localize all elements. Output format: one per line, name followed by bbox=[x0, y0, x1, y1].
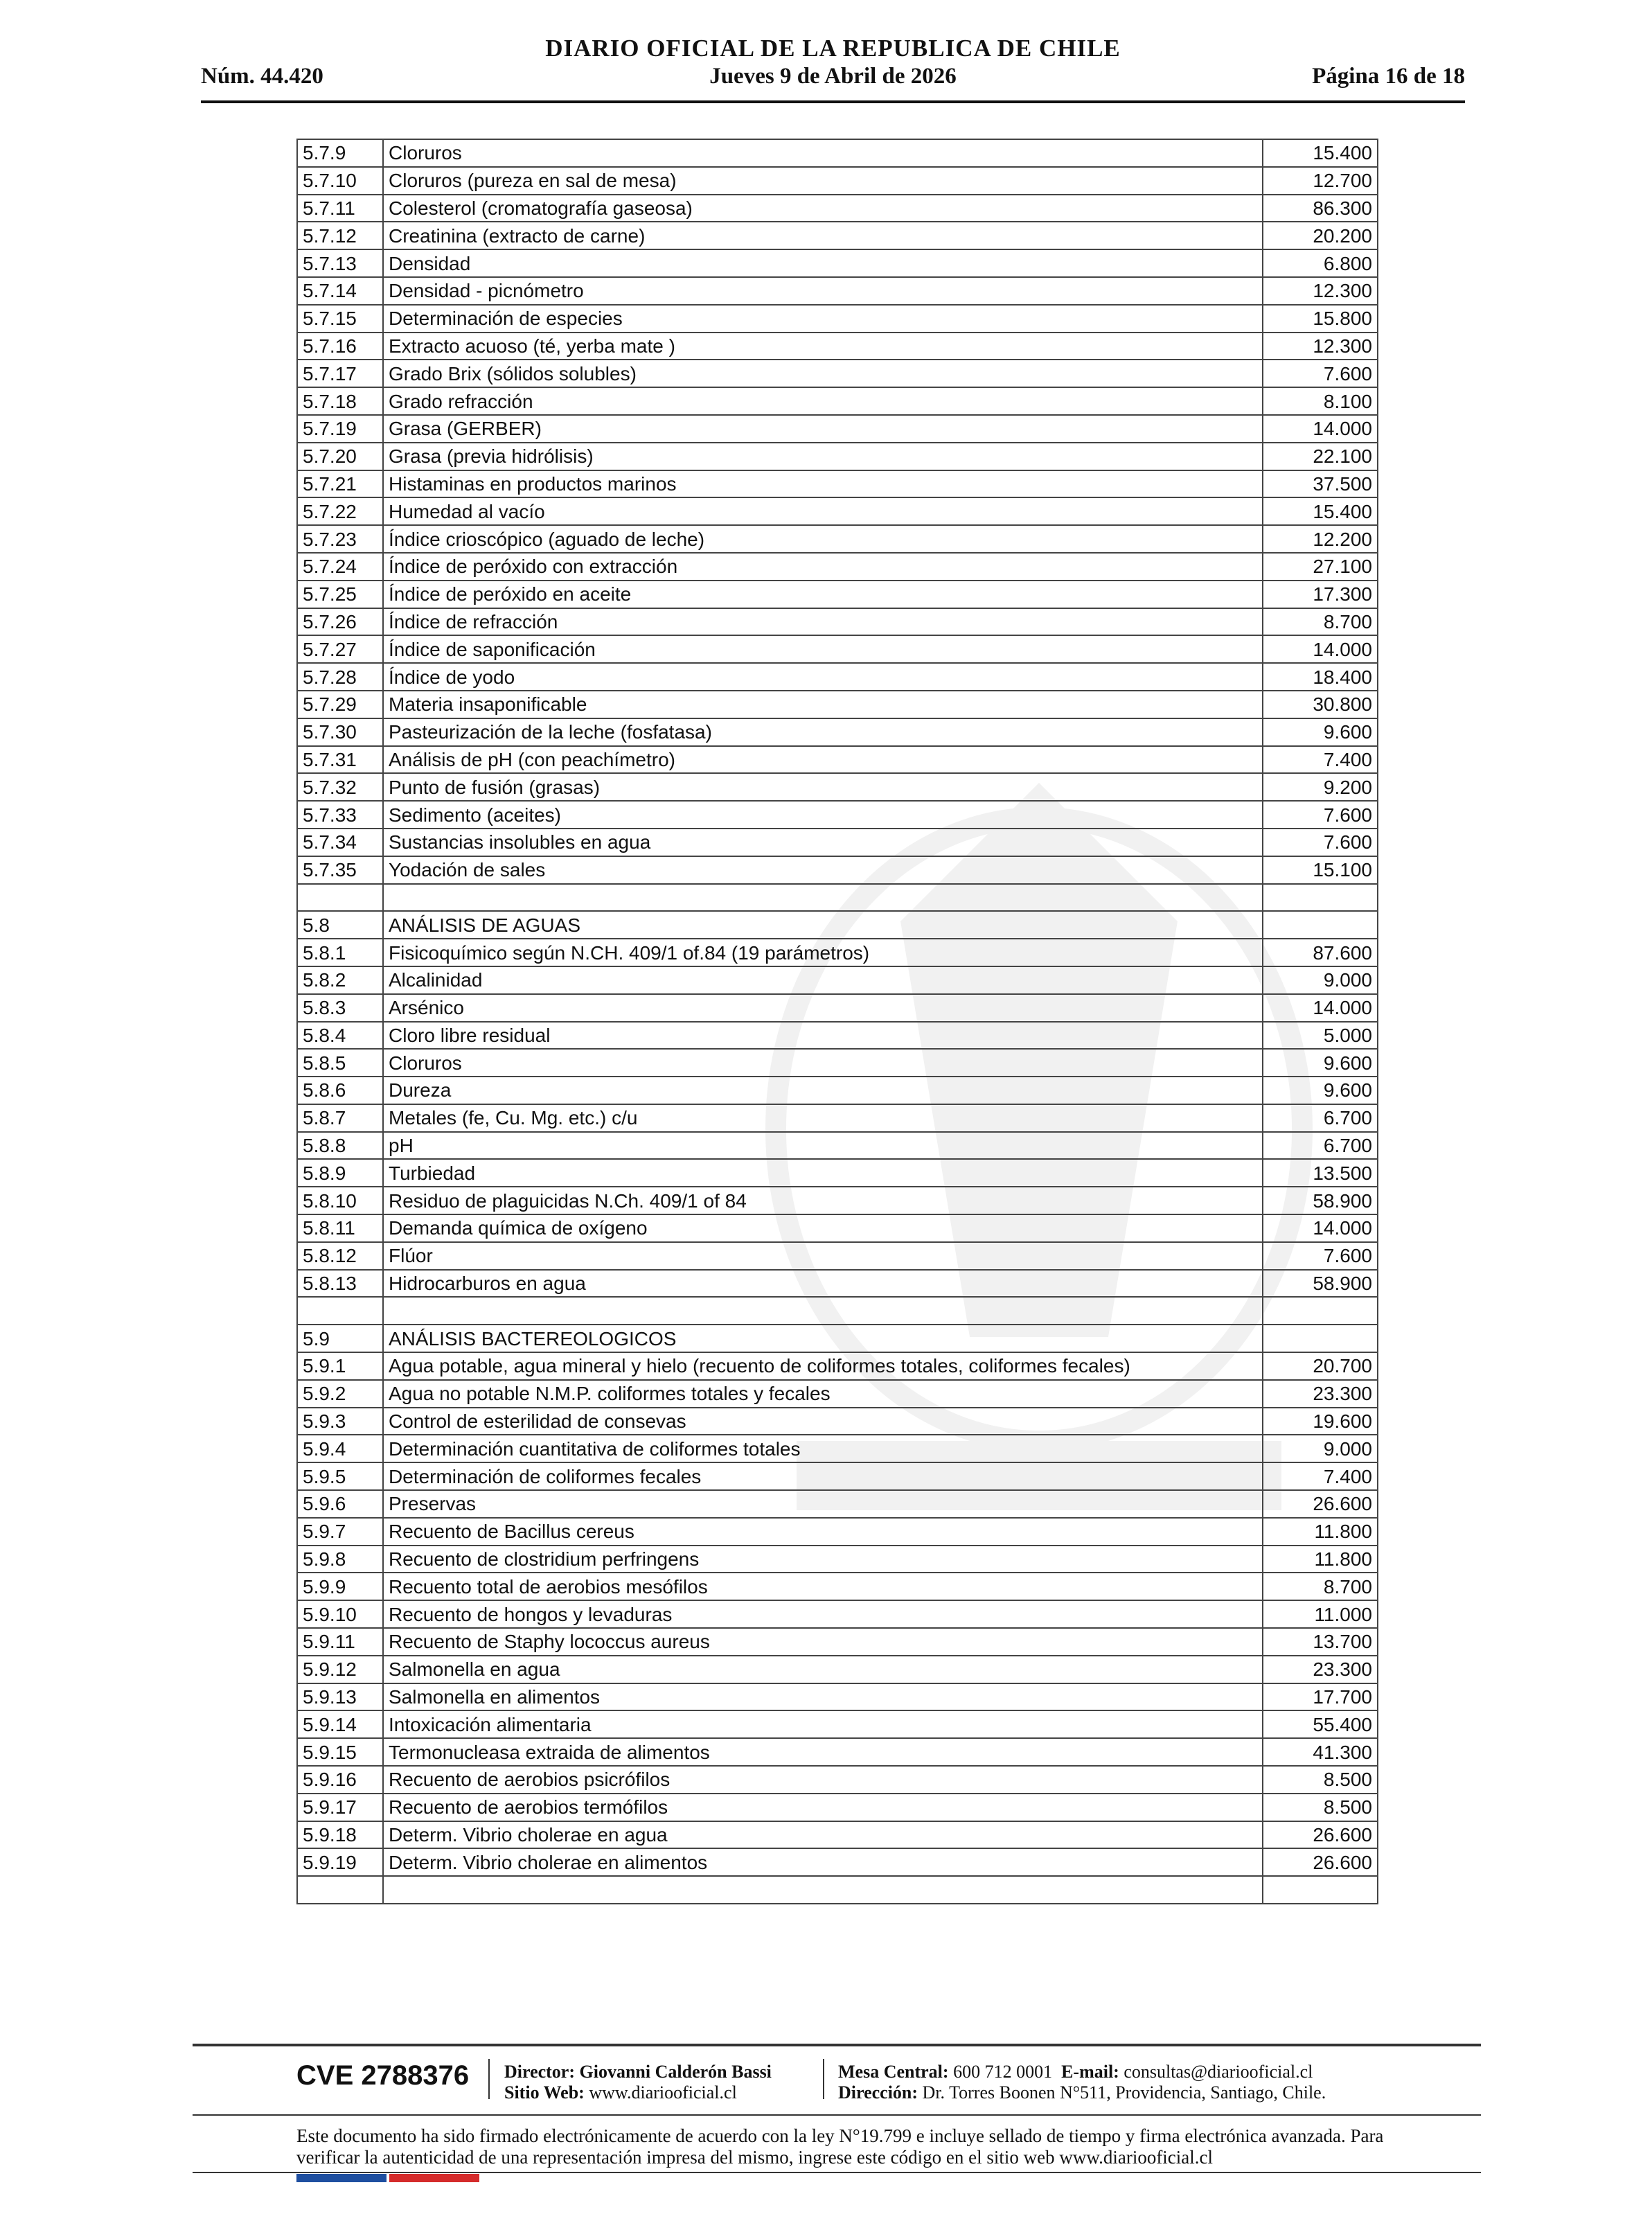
row-amount bbox=[1263, 911, 1378, 939]
table-row bbox=[297, 1159, 1378, 1187]
row-description: Grasa (previa hidrólisis) bbox=[383, 443, 1263, 470]
row-amount bbox=[1263, 1297, 1378, 1325]
row-description: Sustancias insolubles en agua bbox=[383, 829, 1263, 856]
table-row bbox=[297, 1710, 1378, 1738]
row-description: Cloruros bbox=[383, 1049, 1263, 1077]
row-amount: 7.600 bbox=[1263, 801, 1378, 829]
row-code: 5.8.2 bbox=[297, 966, 383, 994]
row-code: 5.8.7 bbox=[297, 1104, 383, 1132]
row-code: 5.7.35 bbox=[297, 856, 383, 884]
row-code: 5.8 bbox=[297, 911, 383, 939]
row-description: Grasa (GERBER) bbox=[383, 415, 1263, 443]
row-amount: 26.600 bbox=[1263, 1848, 1378, 1876]
table-row bbox=[297, 470, 1378, 498]
table-row bbox=[297, 966, 1378, 994]
table-row bbox=[297, 497, 1378, 525]
row-code: 5.9.6 bbox=[297, 1490, 383, 1518]
row-code: 5.9.11 bbox=[297, 1628, 383, 1656]
table-row bbox=[297, 195, 1378, 222]
row-amount: 7.400 bbox=[1263, 1462, 1378, 1490]
flag-blue-segment bbox=[296, 2174, 387, 2182]
issue-date: Jueves 9 de Abril de 2026 bbox=[709, 64, 957, 89]
table-row bbox=[297, 525, 1378, 553]
row-description: Alcalinidad bbox=[383, 966, 1263, 994]
row-code: 5.9.5 bbox=[297, 1462, 383, 1490]
row-description: Cloruros bbox=[383, 139, 1263, 167]
row-description: Materia insaponificable bbox=[383, 691, 1263, 718]
table-row bbox=[297, 1738, 1378, 1766]
table-row bbox=[297, 305, 1378, 333]
table-row bbox=[297, 1848, 1378, 1876]
row-code: 5.9 bbox=[297, 1325, 383, 1352]
row-amount: 7.400 bbox=[1263, 746, 1378, 774]
row-code: 5.7.33 bbox=[297, 801, 383, 829]
row-amount: 7.600 bbox=[1263, 829, 1378, 856]
row-code: 5.9.4 bbox=[297, 1435, 383, 1462]
row-code: 5.7.22 bbox=[297, 497, 383, 525]
table-row bbox=[297, 443, 1378, 470]
header-divider bbox=[201, 100, 1465, 103]
footer-separator bbox=[488, 2059, 490, 2099]
row-description bbox=[383, 884, 1263, 912]
row-description bbox=[383, 1876, 1263, 1904]
table-row bbox=[297, 249, 1378, 277]
row-amount: 18.400 bbox=[1263, 663, 1378, 691]
row-amount bbox=[1263, 1325, 1378, 1352]
footer-mid-rule bbox=[193, 2114, 1481, 2116]
row-amount: 15.100 bbox=[1263, 856, 1378, 884]
table-row bbox=[297, 718, 1378, 746]
fee-table bbox=[296, 139, 1378, 1904]
row-code: 5.9.14 bbox=[297, 1710, 383, 1738]
mesa-label: Mesa Central: bbox=[838, 2062, 949, 2082]
row-amount: 14.000 bbox=[1263, 994, 1378, 1022]
table-row bbox=[297, 939, 1378, 966]
row-code: 5.7.29 bbox=[297, 691, 383, 718]
table-row bbox=[297, 801, 1378, 829]
row-amount: 14.000 bbox=[1263, 1214, 1378, 1242]
row-description: Recuento de aerobios termófilos bbox=[383, 1794, 1263, 1821]
table-row bbox=[297, 1325, 1378, 1352]
table-row bbox=[297, 1270, 1378, 1298]
row-amount: 9.600 bbox=[1263, 1049, 1378, 1077]
row-code: 5.9.1 bbox=[297, 1352, 383, 1380]
row-code: 5.9.10 bbox=[297, 1600, 383, 1628]
row-code: 5.9.16 bbox=[297, 1766, 383, 1794]
row-amount: 6.700 bbox=[1263, 1104, 1378, 1132]
row-code: 5.7.16 bbox=[297, 333, 383, 360]
row-code: 5.8.6 bbox=[297, 1077, 383, 1104]
row-description: Metales (fe, Cu. Mg. etc.) c/u bbox=[383, 1104, 1263, 1132]
row-description: Turbiedad bbox=[383, 1159, 1263, 1187]
table-row bbox=[297, 1242, 1378, 1270]
address-label: Dirección: bbox=[838, 2082, 918, 2103]
row-amount: 11.000 bbox=[1263, 1600, 1378, 1628]
row-code: 5.8.12 bbox=[297, 1242, 383, 1270]
table-row bbox=[297, 1656, 1378, 1683]
row-description: Recuento de Bacillus cereus bbox=[383, 1518, 1263, 1546]
row-code: 5.8.3 bbox=[297, 994, 383, 1022]
row-description: Salmonella en alimentos bbox=[383, 1683, 1263, 1711]
row-amount: 26.600 bbox=[1263, 1490, 1378, 1518]
row-description: Recuento de clostridium perfringens bbox=[383, 1546, 1263, 1573]
row-code: 5.7.13 bbox=[297, 249, 383, 277]
table-row bbox=[297, 1352, 1378, 1380]
row-code: 5.8.13 bbox=[297, 1270, 383, 1298]
row-code: 5.9.17 bbox=[297, 1794, 383, 1821]
row-code: 5.8.5 bbox=[297, 1049, 383, 1077]
table-row bbox=[297, 1573, 1378, 1600]
row-description: Termonucleasa extraida de alimentos bbox=[383, 1738, 1263, 1766]
row-description: Agua potable, agua mineral y hielo (recuento de coliformes totales, coliformes fecales) bbox=[383, 1352, 1263, 1380]
row-description: Recuento de aerobios psicrófilos bbox=[383, 1766, 1263, 1794]
table-row bbox=[297, 1214, 1378, 1242]
row-code: 5.9.3 bbox=[297, 1408, 383, 1435]
row-amount: 13.500 bbox=[1263, 1159, 1378, 1187]
row-description: ANÁLISIS BACTEREOLOGICOS bbox=[383, 1325, 1263, 1352]
row-amount: 58.900 bbox=[1263, 1270, 1378, 1298]
row-description: Fisicoquímico según N.CH. 409/1 of.84 (19 parámetros) bbox=[383, 939, 1263, 966]
row-description: Sedimento (aceites) bbox=[383, 801, 1263, 829]
row-code: 5.7.12 bbox=[297, 222, 383, 249]
email-label: E-mail: bbox=[1061, 2062, 1119, 2082]
table-row bbox=[297, 829, 1378, 856]
row-code: 5.7.15 bbox=[297, 305, 383, 333]
table-row bbox=[297, 1435, 1378, 1462]
table-row bbox=[297, 1462, 1378, 1490]
row-code: 5.7.26 bbox=[297, 608, 383, 636]
table-row bbox=[297, 387, 1378, 415]
table-row bbox=[297, 1600, 1378, 1628]
row-description: Índice de peróxido con extracción bbox=[383, 553, 1263, 581]
table-row bbox=[297, 415, 1378, 443]
row-amount: 9.000 bbox=[1263, 1435, 1378, 1462]
row-code: 5.7.24 bbox=[297, 553, 383, 581]
row-description: Índice de saponificación bbox=[383, 635, 1263, 663]
row-amount: 11.800 bbox=[1263, 1518, 1378, 1546]
table-row bbox=[297, 553, 1378, 581]
row-code: 5.8.11 bbox=[297, 1214, 383, 1242]
table-row bbox=[297, 994, 1378, 1022]
table-row bbox=[297, 746, 1378, 774]
row-description: Determinación de especies bbox=[383, 305, 1263, 333]
table-row bbox=[297, 1297, 1378, 1325]
row-code: 5.7.30 bbox=[297, 718, 383, 746]
address-value: Dr. Torres Boonen N°511, Providencia, Santiago, Chile. bbox=[922, 2082, 1326, 2103]
mesa-phone: 600 712 0001 bbox=[953, 2062, 1053, 2082]
row-amount: 9.000 bbox=[1263, 966, 1378, 994]
row-amount: 22.100 bbox=[1263, 443, 1378, 470]
row-amount: 12.700 bbox=[1263, 167, 1378, 195]
page-header bbox=[201, 0, 1465, 104]
row-code: 5.7.21 bbox=[297, 470, 383, 498]
table-row bbox=[297, 1380, 1378, 1408]
row-code: 5.7.31 bbox=[297, 746, 383, 774]
table-row bbox=[297, 1104, 1378, 1132]
row-amount: 23.300 bbox=[1263, 1656, 1378, 1683]
row-code: 5.8.4 bbox=[297, 1022, 383, 1050]
table-row bbox=[297, 884, 1378, 912]
table-row bbox=[297, 1766, 1378, 1794]
row-description: Colesterol (cromatografía gaseosa) bbox=[383, 195, 1263, 222]
row-amount: 12.300 bbox=[1263, 277, 1378, 305]
row-amount: 20.200 bbox=[1263, 222, 1378, 249]
row-code: 5.9.9 bbox=[297, 1573, 383, 1600]
row-amount: 12.300 bbox=[1263, 333, 1378, 360]
row-description: Recuento total de aerobios mesófilos bbox=[383, 1573, 1263, 1600]
row-amount: 6.700 bbox=[1263, 1132, 1378, 1160]
row-description: Salmonella en agua bbox=[383, 1656, 1263, 1683]
row-amount: 9.600 bbox=[1263, 1077, 1378, 1104]
table-row bbox=[297, 1876, 1378, 1904]
table-row bbox=[297, 139, 1378, 167]
row-code bbox=[297, 1876, 383, 1904]
signature-notice: Este documento ha sido firmado electrónicamente de acuerdo con la ley N°19.799 e incluye sellado de tiempo y firma electrónica avanzada. Para verificar la autenticidad de una representación impresa del mismo, ingrese este código en el sitio web www.diariooficial.cl bbox=[296, 2125, 1384, 2168]
row-description: Control de esterilidad de consevas bbox=[383, 1408, 1263, 1435]
row-description: Intoxicación alimentaria bbox=[383, 1710, 1263, 1738]
row-amount: 8.700 bbox=[1263, 1573, 1378, 1600]
row-amount: 11.800 bbox=[1263, 1546, 1378, 1573]
row-code bbox=[297, 884, 383, 912]
row-amount: 8.500 bbox=[1263, 1766, 1378, 1794]
page-footer bbox=[0, 2044, 1652, 2239]
table-row bbox=[297, 856, 1378, 884]
row-code: 5.7.27 bbox=[297, 635, 383, 663]
table-row bbox=[297, 1794, 1378, 1821]
row-amount: 19.600 bbox=[1263, 1408, 1378, 1435]
row-code: 5.7.32 bbox=[297, 773, 383, 801]
row-amount: 15.400 bbox=[1263, 497, 1378, 525]
row-description: Recuento de hongos y levaduras bbox=[383, 1600, 1263, 1628]
row-amount: 15.400 bbox=[1263, 139, 1378, 167]
cve-code: CVE 2788376 bbox=[296, 2060, 470, 2091]
row-amount: 55.400 bbox=[1263, 1710, 1378, 1738]
table-row bbox=[297, 1049, 1378, 1077]
row-description: Índice crioscópico (aguado de leche) bbox=[383, 525, 1263, 553]
row-amount: 12.200 bbox=[1263, 525, 1378, 553]
row-code: 5.9.13 bbox=[297, 1683, 383, 1711]
row-code bbox=[297, 1297, 383, 1325]
fee-table-container bbox=[296, 139, 1378, 1904]
row-code: 5.7.20 bbox=[297, 443, 383, 470]
row-code: 5.9.8 bbox=[297, 1546, 383, 1573]
row-description: Agua no potable N.M.P. coliformes totales y fecales bbox=[383, 1380, 1263, 1408]
row-description: Determ. Vibrio cholerae en alimentos bbox=[383, 1848, 1263, 1876]
web-label: Sitio Web: bbox=[504, 2082, 585, 2103]
email-link[interactable]: consultas@diariooficial.cl bbox=[1123, 2062, 1313, 2082]
row-code: 5.7.28 bbox=[297, 663, 383, 691]
table-row bbox=[297, 1132, 1378, 1160]
table-row bbox=[297, 1022, 1378, 1050]
row-description: Análisis de pH (con peachímetro) bbox=[383, 746, 1263, 774]
table-row bbox=[297, 911, 1378, 939]
row-code: 5.7.19 bbox=[297, 415, 383, 443]
row-amount: 87.600 bbox=[1263, 939, 1378, 966]
table-row bbox=[297, 608, 1378, 636]
director-name: Giovanni Calderón Bassi bbox=[579, 2062, 772, 2082]
row-description: Histaminas en productos marinos bbox=[383, 470, 1263, 498]
row-code: 5.8.10 bbox=[297, 1187, 383, 1214]
row-amount: 7.600 bbox=[1263, 360, 1378, 387]
row-amount: 41.300 bbox=[1263, 1738, 1378, 1766]
row-code: 5.7.25 bbox=[297, 581, 383, 608]
web-link[interactable]: www.diariooficial.cl bbox=[589, 2082, 737, 2103]
row-description: Determinación cuantitativa de coliformes totales bbox=[383, 1435, 1263, 1462]
row-code: 5.9.12 bbox=[297, 1656, 383, 1683]
row-amount: 9.600 bbox=[1263, 718, 1378, 746]
row-description: Preservas bbox=[383, 1490, 1263, 1518]
row-amount: 14.000 bbox=[1263, 635, 1378, 663]
row-code: 5.8.1 bbox=[297, 939, 383, 966]
director-label: Director: bbox=[504, 2062, 576, 2082]
row-amount: 8.500 bbox=[1263, 1794, 1378, 1821]
table-row bbox=[297, 1077, 1378, 1104]
flag-color-bar bbox=[296, 2174, 479, 2182]
row-description: Dureza bbox=[383, 1077, 1263, 1104]
row-description: Extracto acuoso (té, yerba mate ) bbox=[383, 333, 1263, 360]
row-amount: 30.800 bbox=[1263, 691, 1378, 718]
row-description: Humedad al vacío bbox=[383, 497, 1263, 525]
row-code: 5.9.19 bbox=[297, 1848, 383, 1876]
footer-bottom-rule bbox=[193, 2172, 1481, 2173]
row-description: Determ. Vibrio cholerae en agua bbox=[383, 1821, 1263, 1849]
table-row bbox=[297, 635, 1378, 663]
table-row bbox=[297, 167, 1378, 195]
row-description: Grado Brix (sólidos solubles) bbox=[383, 360, 1263, 387]
row-description: Índice de refracción bbox=[383, 608, 1263, 636]
row-description: Densidad bbox=[383, 249, 1263, 277]
row-amount bbox=[1263, 884, 1378, 912]
row-code: 5.9.7 bbox=[297, 1518, 383, 1546]
table-row bbox=[297, 663, 1378, 691]
table-row bbox=[297, 277, 1378, 305]
row-code: 5.7.14 bbox=[297, 277, 383, 305]
row-description: Cloro libre residual bbox=[383, 1022, 1263, 1050]
row-description bbox=[383, 1297, 1263, 1325]
row-amount: 9.200 bbox=[1263, 773, 1378, 801]
row-amount: 13.700 bbox=[1263, 1628, 1378, 1656]
row-amount: 27.100 bbox=[1263, 553, 1378, 581]
row-description: Creatinina (extracto de carne) bbox=[383, 222, 1263, 249]
row-amount bbox=[1263, 1876, 1378, 1904]
row-code: 5.7.23 bbox=[297, 525, 383, 553]
row-description: Recuento de Staphy lococcus aureus bbox=[383, 1628, 1263, 1656]
director-block bbox=[504, 2062, 772, 2103]
row-code: 5.7.10 bbox=[297, 167, 383, 195]
row-description: ANÁLISIS DE AGUAS bbox=[383, 911, 1263, 939]
row-description: Índice de peróxido en aceite bbox=[383, 581, 1263, 608]
row-amount: 17.300 bbox=[1263, 581, 1378, 608]
row-description: Flúor bbox=[383, 1242, 1263, 1270]
table-row bbox=[297, 1518, 1378, 1546]
row-description: Pasteurización de la leche (fosfatasa) bbox=[383, 718, 1263, 746]
row-description: Yodación de sales bbox=[383, 856, 1263, 884]
row-description: Densidad - picnómetro bbox=[383, 277, 1263, 305]
row-amount: 58.900 bbox=[1263, 1187, 1378, 1214]
table-row bbox=[297, 1490, 1378, 1518]
page-number: Página 16 de 18 bbox=[1312, 64, 1465, 89]
row-description: Demanda química de oxígeno bbox=[383, 1214, 1263, 1242]
row-description: Grado refracción bbox=[383, 387, 1263, 415]
table-row bbox=[297, 773, 1378, 801]
row-description: Hidrocarburos en agua bbox=[383, 1270, 1263, 1298]
row-description: Punto de fusión (grasas) bbox=[383, 773, 1263, 801]
row-amount: 6.800 bbox=[1263, 249, 1378, 277]
table-row bbox=[297, 1408, 1378, 1435]
row-code: 5.7.17 bbox=[297, 360, 383, 387]
row-amount: 37.500 bbox=[1263, 470, 1378, 498]
row-amount: 20.700 bbox=[1263, 1352, 1378, 1380]
issue-number: Núm. 44.420 bbox=[201, 64, 323, 89]
row-code: 5.9.2 bbox=[297, 1380, 383, 1408]
row-amount: 23.300 bbox=[1263, 1380, 1378, 1408]
row-code: 5.7.11 bbox=[297, 195, 383, 222]
row-amount: 15.800 bbox=[1263, 305, 1378, 333]
row-amount: 14.000 bbox=[1263, 415, 1378, 443]
row-code: 5.8.8 bbox=[297, 1132, 383, 1160]
row-description: Índice de yodo bbox=[383, 663, 1263, 691]
table-row bbox=[297, 333, 1378, 360]
row-amount: 8.700 bbox=[1263, 608, 1378, 636]
row-description: pH bbox=[383, 1132, 1263, 1160]
row-description: Cloruros (pureza en sal de mesa) bbox=[383, 167, 1263, 195]
row-amount: 5.000 bbox=[1263, 1022, 1378, 1050]
row-amount: 26.600 bbox=[1263, 1821, 1378, 1849]
flag-red-segment bbox=[389, 2174, 479, 2182]
row-code: 5.9.15 bbox=[297, 1738, 383, 1766]
row-amount: 17.700 bbox=[1263, 1683, 1378, 1711]
row-code: 5.8.9 bbox=[297, 1159, 383, 1187]
footer-top-rule bbox=[193, 2044, 1481, 2046]
table-row bbox=[297, 1628, 1378, 1656]
table-row bbox=[297, 581, 1378, 608]
row-amount: 8.100 bbox=[1263, 387, 1378, 415]
table-row bbox=[297, 360, 1378, 387]
table-row bbox=[297, 691, 1378, 718]
row-description: Determinación de coliformes fecales bbox=[383, 1462, 1263, 1490]
row-description: Arsénico bbox=[383, 994, 1263, 1022]
row-amount: 86.300 bbox=[1263, 195, 1378, 222]
contact-block bbox=[838, 2062, 1326, 2103]
table-row bbox=[297, 222, 1378, 249]
table-row bbox=[297, 1683, 1378, 1711]
table-row bbox=[297, 1821, 1378, 1849]
footer-separator bbox=[823, 2059, 824, 2099]
row-code: 5.7.9 bbox=[297, 139, 383, 167]
table-row bbox=[297, 1546, 1378, 1573]
table-row bbox=[297, 1187, 1378, 1214]
row-code: 5.7.34 bbox=[297, 829, 383, 856]
row-description: Residuo de plaguicidas N.Ch. 409/1 of 84 bbox=[383, 1187, 1263, 1214]
row-code: 5.9.18 bbox=[297, 1821, 383, 1849]
row-code: 5.7.18 bbox=[297, 387, 383, 415]
newspaper-title: DIARIO OFICIAL DE LA REPUBLICA DE CHILE bbox=[545, 35, 1121, 62]
row-amount: 7.600 bbox=[1263, 1242, 1378, 1270]
